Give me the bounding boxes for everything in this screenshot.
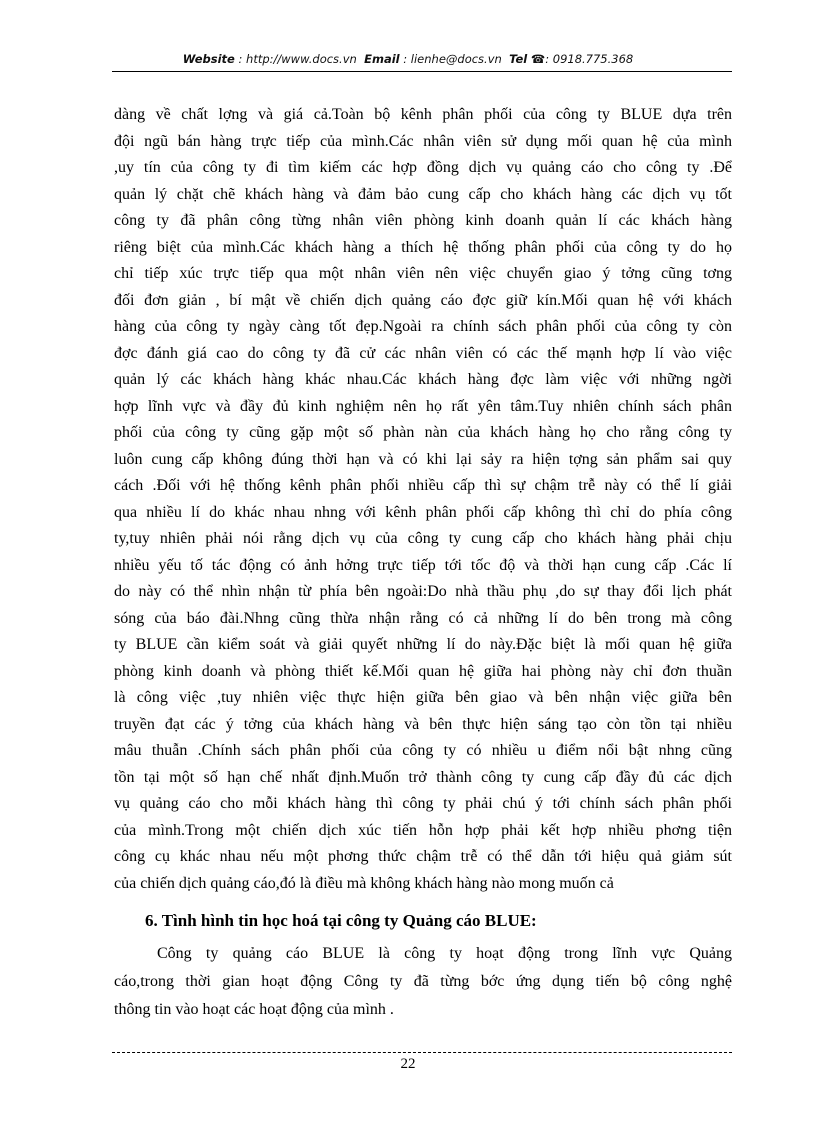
body-line: đội ngũ bán hàng trực tiếp của mình.Các nhân viên sử dụng mối quan hệ của mình [114, 132, 732, 150]
body-line: cách .Đối với hệ thống kênh phân phối nhiều cấp thì sự chậm trễ này có thể lí giải [114, 477, 732, 494]
tel-value: : 0918.775.368 [545, 52, 634, 66]
section-heading: 6. Tình hình tin học hoá tại công ty Quảng cáo BLUE: [145, 911, 537, 930]
body-line: mâu thuẫn .Chính sách phân phối của công ty có nhiều u điểm nổi bật nhng cũng [114, 742, 732, 759]
body-line: do này có thể nhìn nhận từ phía bên ngoài:Do nhà thầu phụ ,do sự thay đổi lịch phát [114, 583, 732, 600]
website-label: Website [182, 52, 235, 66]
body-line: phối của công ty cũng gặp một số phàn nàn của khách hàng họ cho rằng công ty [114, 424, 732, 441]
body-line: chỉ tiếp xúc trực tiếp qua một nhân viên nên việc chuyển giao ý tởng cũng tơng [114, 265, 732, 282]
section-line: cáo,trong thời gian hoạt động Công ty đã từng bớc ứng dụng tiến bộ công nghệ [114, 973, 732, 990]
header-rule [112, 71, 732, 72]
body-line: đối đơn giản , bí mật về chiến dịch quảng cáo đợc giữ kín.Mối quan hệ với khách [114, 291, 732, 309]
body-paragraph [114, 102, 732, 897]
website-value: : http://www.docs.vn [238, 52, 357, 66]
tel-label: Tel [509, 52, 528, 66]
body-line: hợp lĩnh vực và đầy đủ kinh nghiệm nên họ rất yên tâm.Tuy nhiên chính sách phân [114, 397, 732, 415]
body-line: qua nhiều lí do khác nhau nhng với kênh phân phối cấp không thì chỉ do phía công [114, 503, 732, 521]
body-line: phòng kinh doanh và phòng thiết kế.Mối quan hệ giữa hai phòng này chỉ đơn thuần [114, 662, 732, 680]
body-line: quản lý chặt chẽ khách hàng và đảm bảo cung cấp cho khách hàng các dịch vụ tốt [114, 185, 732, 203]
body-line: là công việc ,tuy nhiên việc thực hiện giữa bên giao và bên nhận việc giữa bên [114, 689, 732, 706]
body-line: riêng biệt của mình.Các khách hàng a thích hệ thống phân phối của công ty do họ [114, 238, 732, 256]
body-line: công ty đã phân công từng nhân viên phòng kinh doanh quản lí các khách hàng [114, 212, 732, 229]
body-line: tồn tại một số hạn chế nhất định.Muốn trở thành công ty cung cấp đầy đủ các dịch [114, 768, 732, 786]
phone-icon: ☎ [530, 52, 546, 66]
section-paragraph [114, 940, 732, 1024]
body-line: ty,tuy nhiên phải nói rằng dịch vụ của công ty cung cấp cho khách hàng phải chịu [114, 530, 732, 547]
body-line: dàng về chất lợng và giá cả.Toàn bộ kênh phân phối của công ty BLUE dựa trên [114, 106, 732, 123]
body-line: của mình.Trong một chiến dịch xúc tiến hỗn hợp phải kết hợp nhiều phơng tiện [114, 821, 732, 839]
page-header [0, 52, 816, 66]
body-line: ty BLUE cần kiểm soát và giải quyết những lí do này.Đặc biệt là mối quan hệ giữa [114, 636, 732, 653]
body-line: quản lý các khách hàng khác nhau.Các khách hàng đợc làm việc với những ngời [114, 371, 732, 388]
body-line: của chiến dịch quảng cáo,đó là điều mà không khách hàng nào mong muốn cả [114, 874, 614, 892]
page-number: 22 [400, 1056, 416, 1072]
body-line: luôn cung cấp không đúng thời hạn và có khi lại sảy ra hiện tợng sản phẩm sai quy [114, 450, 732, 468]
body-line: nhiều yếu tố tác động có ảnh hởng trực tiếp tới tốc độ và thời hạn cung cấp .Các lí [114, 556, 732, 574]
section-line: thông tin vào hoạt các hoạt động của mình . [114, 1001, 394, 1018]
email-value: : lienhe@docs.vn [403, 52, 502, 66]
body-line: công cụ khác nhau nếu một phơng thức chậm trễ có thể dẫn tới hiệu quả giảm sút [114, 848, 732, 865]
email-label: Email [364, 52, 400, 66]
section-line: Công ty quảng cáo BLUE là công ty hoạt động trong lĩnh vực Quảng [157, 945, 732, 962]
body-line: đợc đánh giá cao do công ty đã cử các nhân viên có các thế mạnh hợp lí vào việc [114, 344, 732, 362]
body-line: sóng của báo đài.Nhng cũng thừa nhận rằng có cả những lí do bên trong mà công [114, 609, 732, 627]
footer-rule [112, 1052, 732, 1053]
body-line: ,uy tín của công ty đi tìm kiếm các hợp đồng dịch vụ quảng cáo cho công ty .Để [114, 159, 732, 176]
body-line: vụ quảng cáo cho mỗi khách hàng thì công ty phải chú ý tới chính sách phân phối [114, 795, 732, 812]
body-line: hàng của công ty ngày càng tốt đẹp.Ngoài ra chính sách phân phối của công ty còn [114, 318, 732, 335]
body-line: truyền đạt các ý tởng của khách hàng và bên thực hiện sáng tạo còn tồn tại nhiều [114, 715, 732, 733]
